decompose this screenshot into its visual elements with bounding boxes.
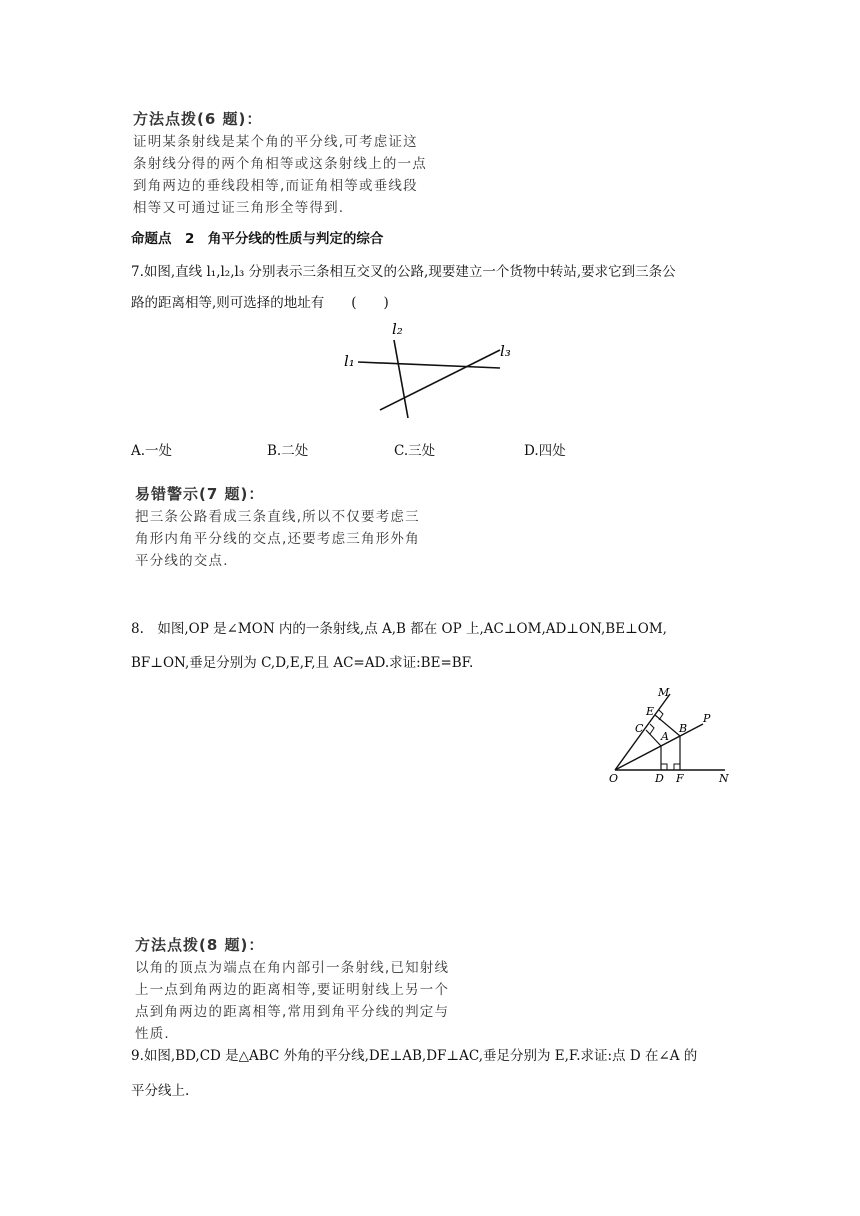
question-7-line-2: 路的距离相等,则可选择的地址有 ( ) <box>131 295 389 311</box>
tip-line: 相等又可通过证三角形全等得到. <box>133 200 345 216</box>
line-l1 <box>358 362 500 368</box>
label-o: O <box>609 772 619 785</box>
tip-line: 到角两边的垂线段相等,而证角相等或垂线段 <box>133 178 418 194</box>
label-l1: l₁ <box>344 352 355 370</box>
segment-ac <box>646 730 661 746</box>
option-d: D.四处 <box>524 443 566 459</box>
tip-line: 上一点到角两边的距离相等,要证明射线上另一个 <box>135 982 450 998</box>
right-angle-c <box>650 724 654 734</box>
ray-op <box>615 724 703 770</box>
label-f: F <box>676 772 684 785</box>
right-angle-d <box>661 764 667 770</box>
question-8-figure <box>600 682 740 787</box>
label-m: M <box>658 686 670 699</box>
right-angle-e <box>659 710 663 720</box>
label-b: B <box>679 722 688 735</box>
tip-box-7 <box>135 483 465 572</box>
question-8-line-1: 8. 如图,OP 是∠MON 内的一条射线,点 A,B 都在 OP 上,AC⊥OM,AD⊥ON,BE⊥OM, <box>131 621 667 637</box>
label-d: D <box>655 772 664 785</box>
question-9-line-1: 9.如图,BD,CD 是△ABC 外角的平分线,DE⊥AB,DF⊥AC,垂足分别为 E,F.求证:点 D 在∠A 的 <box>131 1048 698 1064</box>
option-c: C.三处 <box>394 443 436 459</box>
tip-line: 证明某条射线是某个角的平分线,可考虑证这 <box>133 134 418 150</box>
tip-box-8 <box>135 934 495 1045</box>
tip-title: 方法点拨(8 题)： <box>135 936 265 954</box>
section-heading: 命题点 2 角平分线的性质与判定的综合 <box>131 231 384 247</box>
tip-line: 角形内角平分线的交点,还要考虑三角形外角 <box>135 531 420 547</box>
question-8-line-2: BF⊥ON,垂足分别为 C,D,E,F,且 AC=AD.求证:BE=BF. <box>131 655 474 671</box>
label-c: C <box>635 722 644 735</box>
tip-line: 把三条公路看成三条直线,所以不仅要考虑三 <box>135 509 420 525</box>
label-l3: l₃ <box>500 342 511 360</box>
tip-title: 方法点拨(6 题)： <box>133 110 263 128</box>
question-9-line-2: 平分线上. <box>131 1083 190 1099</box>
tip-line: 平分线的交点. <box>135 553 229 569</box>
label-p: P <box>703 712 711 725</box>
right-angle-f <box>674 764 680 770</box>
tip-line: 条射线分得的两个角相等或这条射线上的一点 <box>133 156 427 172</box>
question-7-figure <box>340 318 530 418</box>
label-n: N <box>719 772 729 785</box>
tip-line: 点到角两边的距离相等,常用到角平分线的判定与 <box>135 1004 450 1020</box>
option-b: B.二处 <box>267 443 309 459</box>
tip-line: 性质. <box>135 1026 170 1042</box>
tip-box-6 <box>133 108 463 219</box>
option-a: A.一处 <box>131 443 173 459</box>
tip-title: 易错警示(7 题)： <box>135 485 265 503</box>
line-l2 <box>394 340 408 418</box>
label-l2: l₂ <box>392 320 403 338</box>
label-e: E <box>646 705 655 718</box>
label-a: A <box>661 730 669 743</box>
question-7-line-1: 7.如图,直线 l₁,l₂,l₃ 分别表示三条相互交叉的公路,现要建立一个货物中转站,要求它到三条公 <box>131 264 676 280</box>
tip-line: 以角的顶点为端点在角内部引一条射线,已知射线 <box>135 960 450 976</box>
